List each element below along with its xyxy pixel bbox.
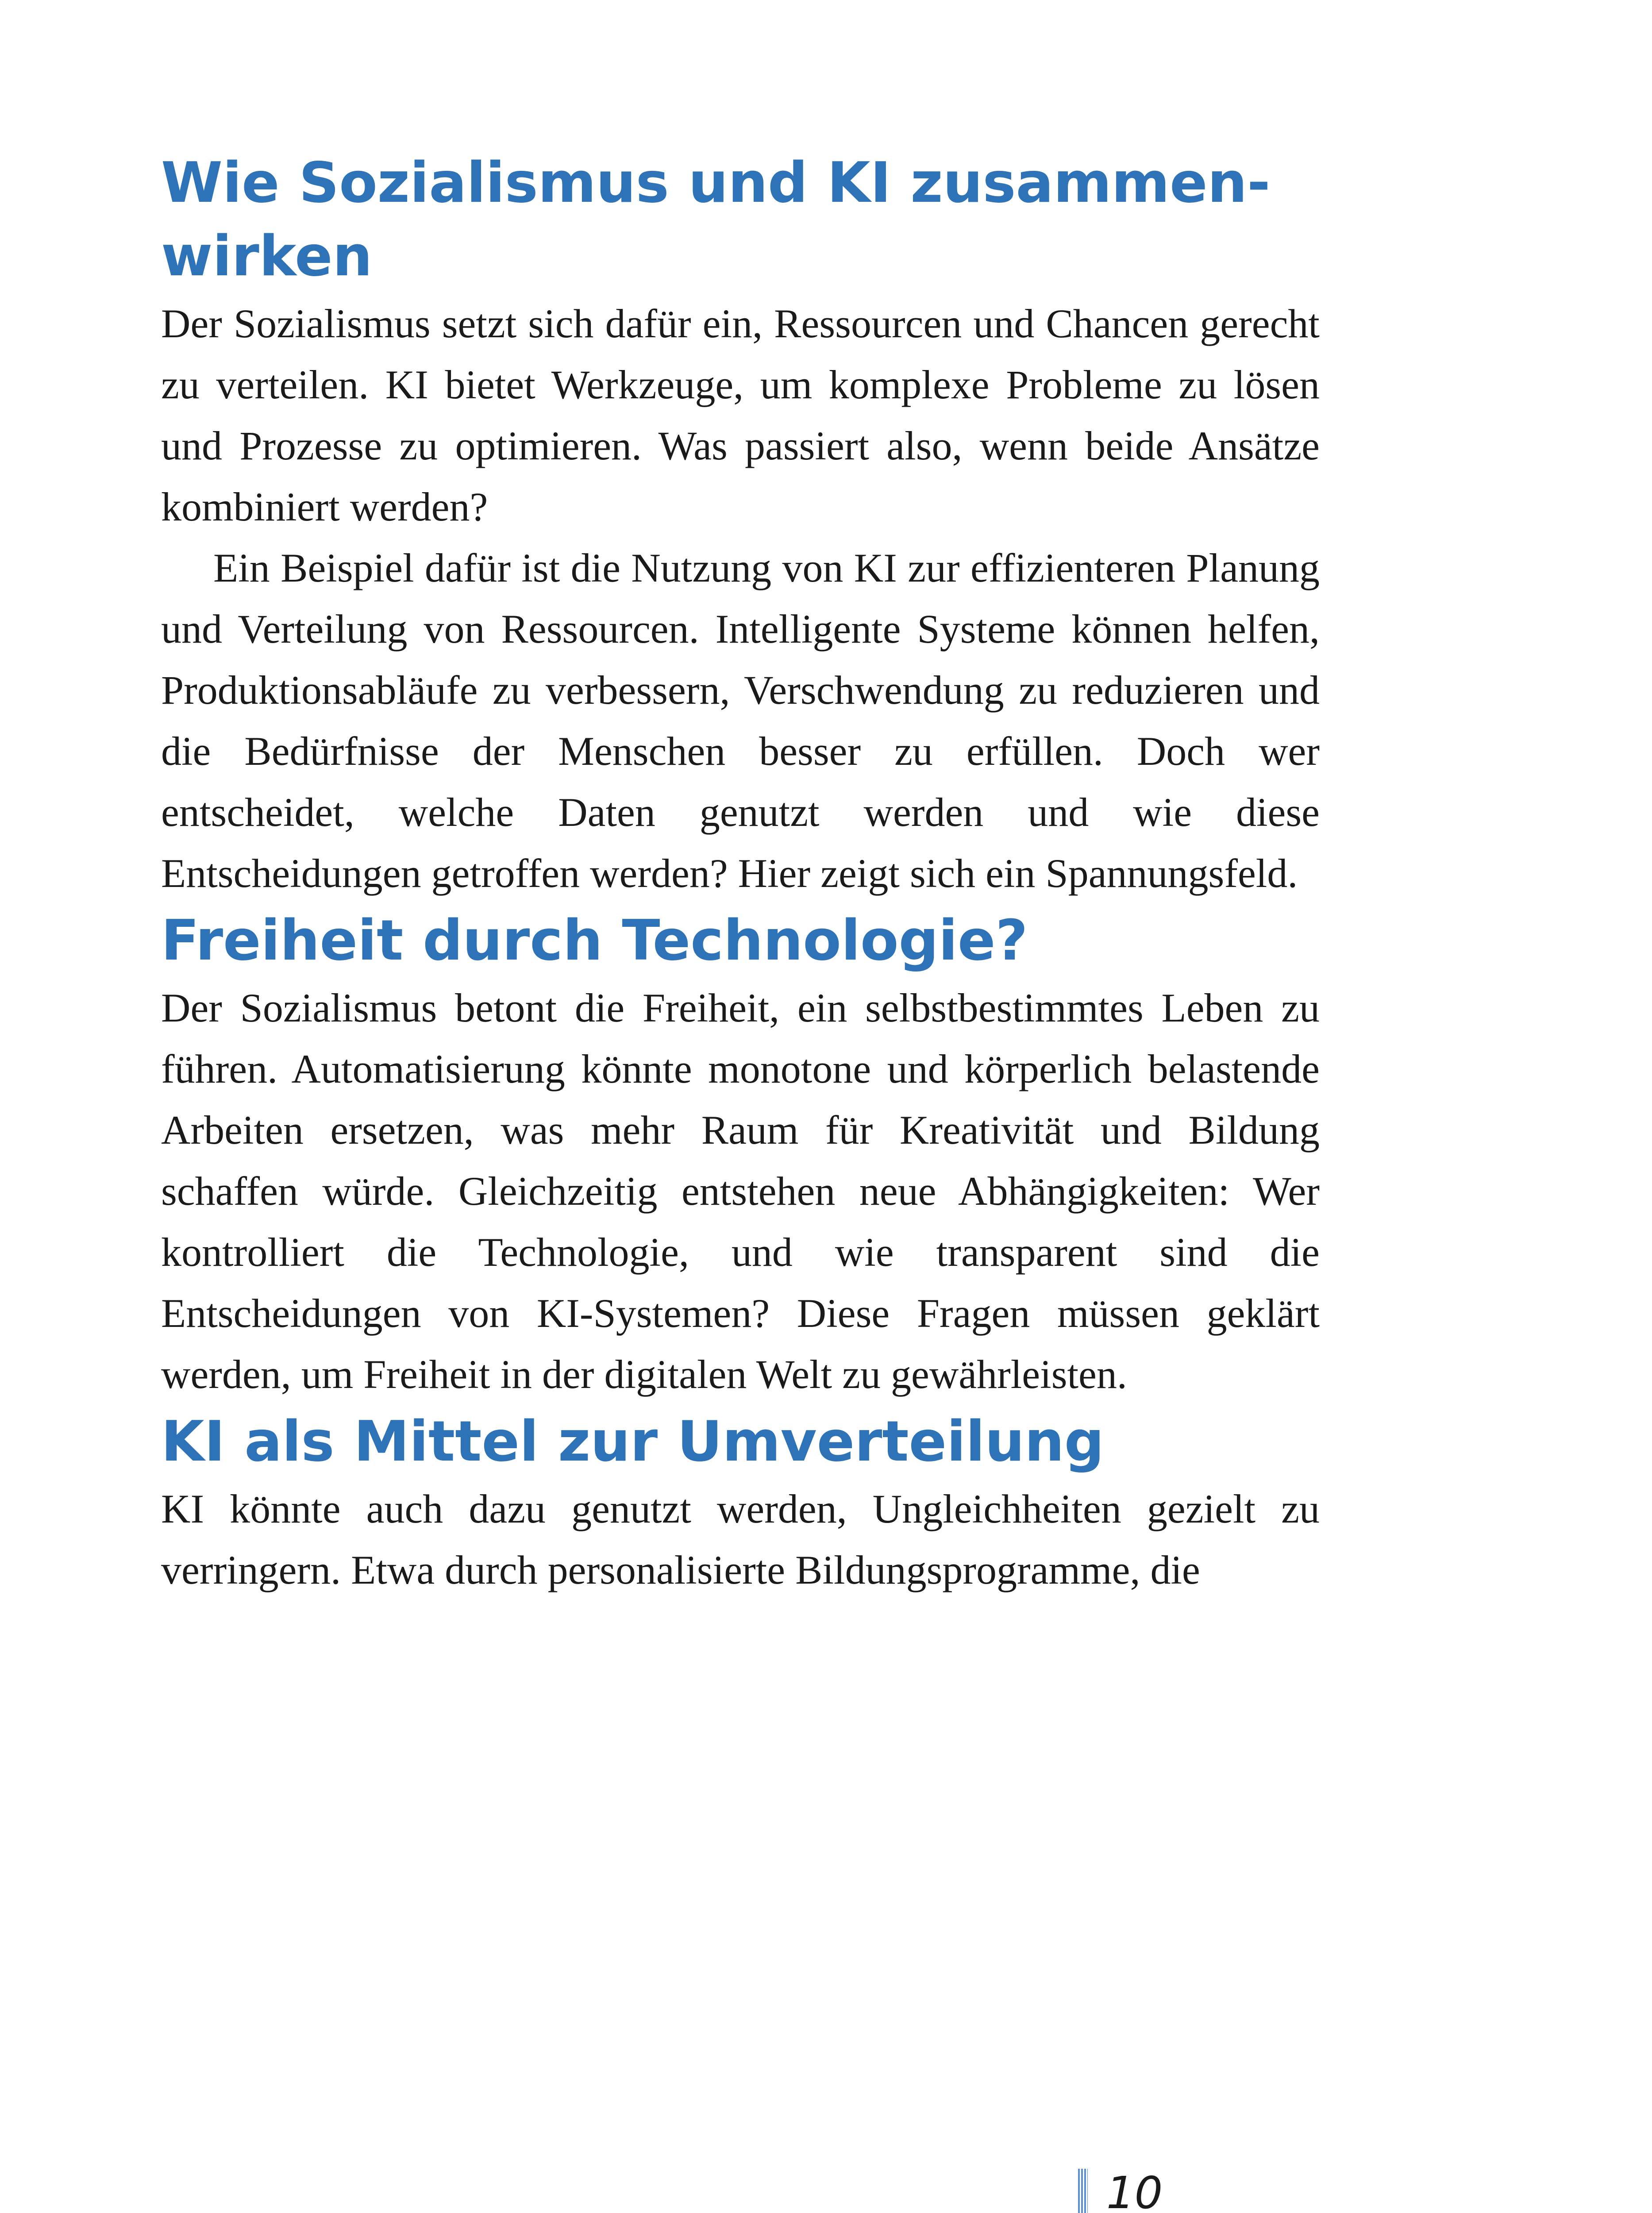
paragraph: KI könnte auch dazu genutzt werden, Ungleichheiten gezielt zu verringern. Etwa durch personalisierte Bildungsprogramme, die <box>161 1486 1320 1592</box>
paragraph: Der Sozialismus setzt sich dafür ein, Ressourcen und Chancen gerecht zu verteilen. KI bietet Werkzeuge, um komplexe Probleme zu lösen und Prozesse zu optimieren. Was passiert also, wenn beide Ansätze kombiniert werden? <box>161 301 1320 529</box>
section-heading-socialism-ai: Wie Sozialismus und KI zusammen-wirken <box>161 150 1271 289</box>
section-heading-redistribution: KI als Mittel zur Umverteilung <box>161 1409 1105 1474</box>
paragraph: Der Sozialismus betont die Freiheit, ein selbstbestimmtes Leben zu führen. Automatisierung könnte monotone und körperlich belastende Arbeiten ersetzen, was mehr Raum für Kreativität und Bildung schaffen würde. Gleichzeitig entstehen neue Abhängigkeiten: Wer kontrolliert die Technologie, und wie transparent sind die Entscheidungen von KI-Systemen? Diese Fragen müssen geklärt werden, um Freiheit in der digitalen Welt zu gewährleisten. <box>161 985 1320 1397</box>
page-number-rule <box>1078 2169 1088 2213</box>
page-content <box>161 146 1320 1600</box>
paragraph: Ein Beispiel dafür ist die Nutzung von KI zur effizienteren Planung und Verteilung von Ressourcen. Intelligente Systeme können helfen, Produktionsabläufe zu verbessern, Verschwendung zu reduzieren und die Bedürfnisse der Menschen besser zu erfüllen. Doch wer entscheidet, welche Daten genutzt werden und wie diese Entscheidungen getroffen werden? Hier zeigt sich ein Spannungsfeld. <box>161 545 1320 896</box>
page-number: 10 <box>1106 2167 1163 2213</box>
section-heading-freedom: Freiheit durch Technologie? <box>161 908 1028 973</box>
